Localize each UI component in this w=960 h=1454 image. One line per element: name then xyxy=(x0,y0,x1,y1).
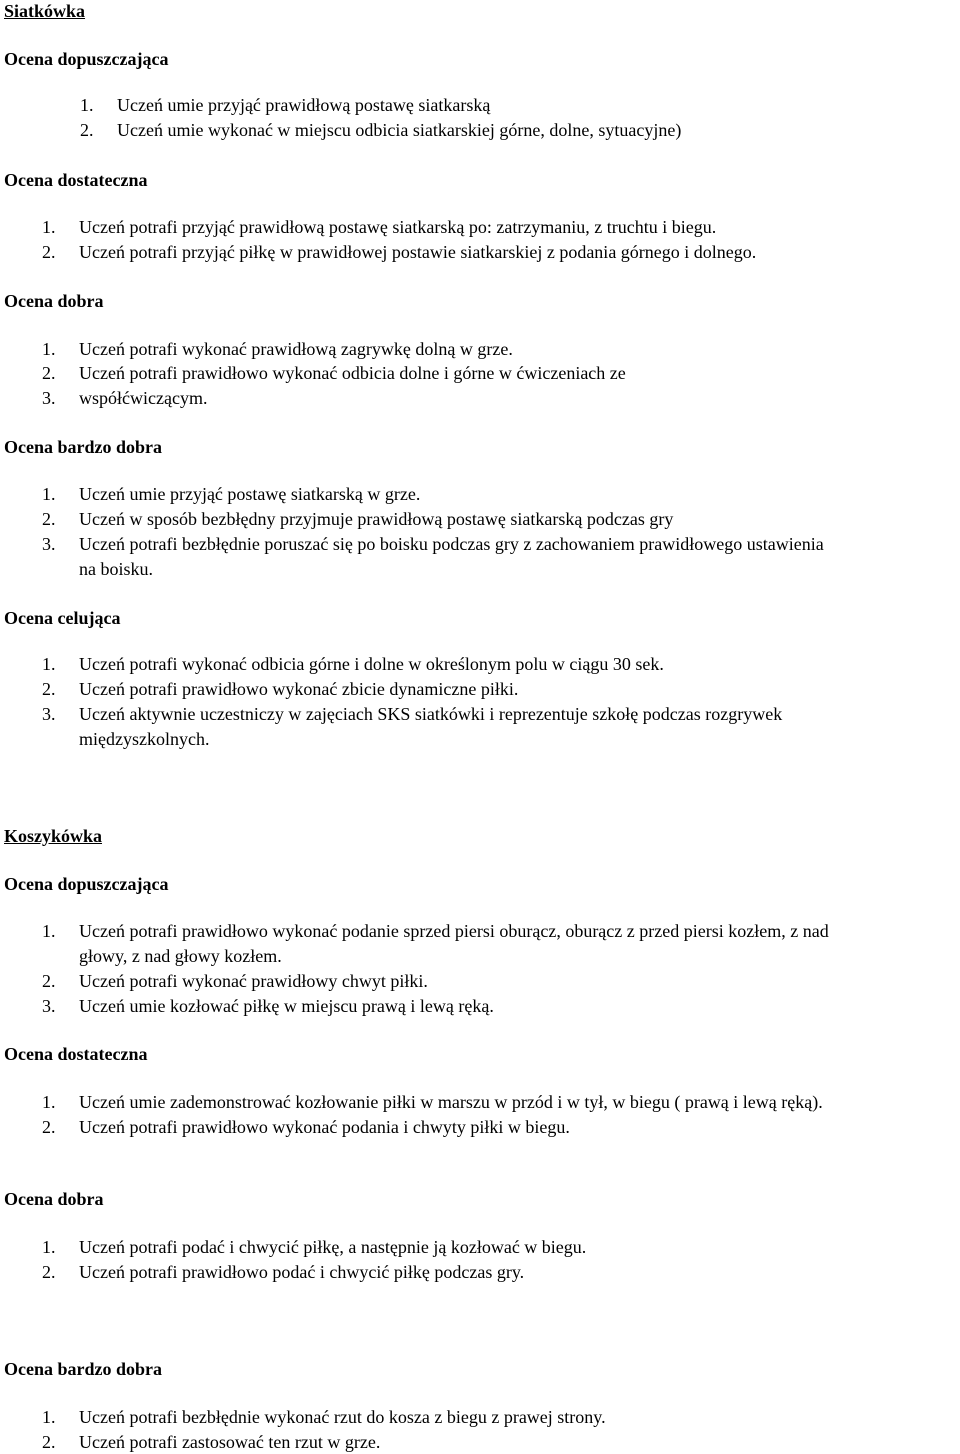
list-item-text: Uczeń potrafi bezbłędnie wykonać rzut do kosza z biegu z prawej strony. xyxy=(79,1407,606,1427)
list-item-number: 1. xyxy=(80,95,94,115)
grade-heading: Ocena dostateczna xyxy=(4,1044,148,1064)
grade-heading: Ocena dobra xyxy=(4,1189,104,1209)
list-item-text: Uczeń aktywnie uczestniczy w zajęciach SKS siatkówki i reprezentuje szkołę podczas rozgrywek xyxy=(79,704,783,724)
list-item-text: Uczeń potrafi prawidłowo wykonać odbicia dolne i górne w ćwiczeniach ze xyxy=(79,363,626,383)
grade-heading: Ocena bardzo dobra xyxy=(4,1359,163,1379)
grade-heading: Ocena dobra xyxy=(4,291,104,311)
list-item-number: 3. xyxy=(42,704,56,724)
list-item-number: 1. xyxy=(42,1407,56,1427)
list-item-number: 1. xyxy=(42,484,56,504)
list-item-number: 1. xyxy=(42,217,56,237)
list-item-text: Uczeń potrafi wykonać odbicia górne i dolne w określonym polu w ciągu 30 sek. xyxy=(79,654,664,674)
list-item-text: Uczeń potrafi podać i chwycić piłkę, a następnie ją kozłować w biegu. xyxy=(79,1237,587,1257)
list-item-number: 2. xyxy=(80,120,94,140)
list-item-number: 2. xyxy=(42,1432,56,1452)
list-item-text: Uczeń umie zademonstrować kozłowanie piłki w marszu w przód i w tył, w biegu ( prawą i lewą ręką). xyxy=(79,1092,823,1112)
list-item-number: 2. xyxy=(42,1262,56,1282)
list-item-number: 3. xyxy=(42,388,56,408)
grade-heading: Ocena bardzo dobra xyxy=(4,437,163,457)
section-title: Koszykówka xyxy=(4,826,103,846)
list-item-text: Uczeń umie kozłować piłkę w miejscu prawą i lewą ręką. xyxy=(79,996,494,1016)
list-item-text: Uczeń potrafi przyjąć piłkę w prawidłowej postawie siatkarskiej z podania górnego i dolnego. xyxy=(79,242,757,262)
list-item-continuation: głowy, z nad głowy kozłem. xyxy=(79,946,282,966)
list-item-number: 2. xyxy=(42,679,56,699)
list-item-number: 1. xyxy=(42,1237,56,1257)
list-item-text: Uczeń umie wykonać w miejscu odbicia siatkarskiej górne, dolne, sytuacyjne) xyxy=(117,120,682,140)
list-item-number: 2. xyxy=(42,1117,56,1137)
list-item-text: Uczeń potrafi prawidłowo wykonać zbicie dynamiczne piłki. xyxy=(79,679,519,699)
list-item-text: Uczeń potrafi prawidłowo wykonać podanie sprzed piersi oburącz, oburącz z przed piersi kozłem, z nad xyxy=(79,921,829,941)
list-item-text: Uczeń potrafi wykonać prawidłową zagrywkę dolną w grze. xyxy=(79,339,513,359)
list-item-text: Uczeń umie przyjąć postawę siatkarską w grze. xyxy=(79,484,421,504)
list-item-number: 2. xyxy=(42,509,56,529)
list-item-text: Uczeń potrafi prawidłowo podać i chwycić piłkę podczas gry. xyxy=(79,1262,525,1282)
list-item-text: Uczeń potrafi prawidłowo wykonać podania i chwyty piłki w biegu. xyxy=(79,1117,570,1137)
list-item-text: Uczeń potrafi wykonać prawidłowy chwyt piłki. xyxy=(79,971,428,991)
section-title: Siatkówka xyxy=(4,1,86,21)
list-item-text: współćwiczącym. xyxy=(79,388,208,408)
list-item-continuation: międzyszkolnych. xyxy=(79,729,210,749)
grade-heading: Ocena celująca xyxy=(4,608,121,628)
list-item-text: Uczeń umie przyjąć prawidłową postawę siatkarską xyxy=(117,95,491,115)
grade-heading: Ocena dopuszczająca xyxy=(4,49,169,69)
list-item-number: 1. xyxy=(42,654,56,674)
list-item-text: Uczeń potrafi bezbłędnie poruszać się po boisku podczas gry z zachowaniem prawidłowego ustawienia xyxy=(79,534,824,554)
list-item-number: 1. xyxy=(42,339,56,359)
list-item-number: 1. xyxy=(42,1092,56,1112)
list-item-text: Uczeń w sposób bezbłędny przyjmuje prawidłową postawę siatkarską podczas gry xyxy=(79,509,674,529)
list-item-continuation: na boisku. xyxy=(79,559,153,579)
grade-heading: Ocena dostateczna xyxy=(4,170,148,190)
list-item-number: 2. xyxy=(42,242,56,262)
list-item-text: Uczeń potrafi przyjąć prawidłową postawę siatkarską po: zatrzymaniu, z truchtu i biegu. xyxy=(79,217,717,237)
list-item-number: 2. xyxy=(42,971,56,991)
list-item-number: 1. xyxy=(42,921,56,941)
list-item-number: 2. xyxy=(42,363,56,383)
list-item-number: 3. xyxy=(42,534,56,554)
grade-heading: Ocena dopuszczająca xyxy=(4,874,169,894)
list-item-text: Uczeń potrafi zastosować ten rzut w grze. xyxy=(79,1432,381,1452)
list-item-number: 3. xyxy=(42,996,56,1016)
